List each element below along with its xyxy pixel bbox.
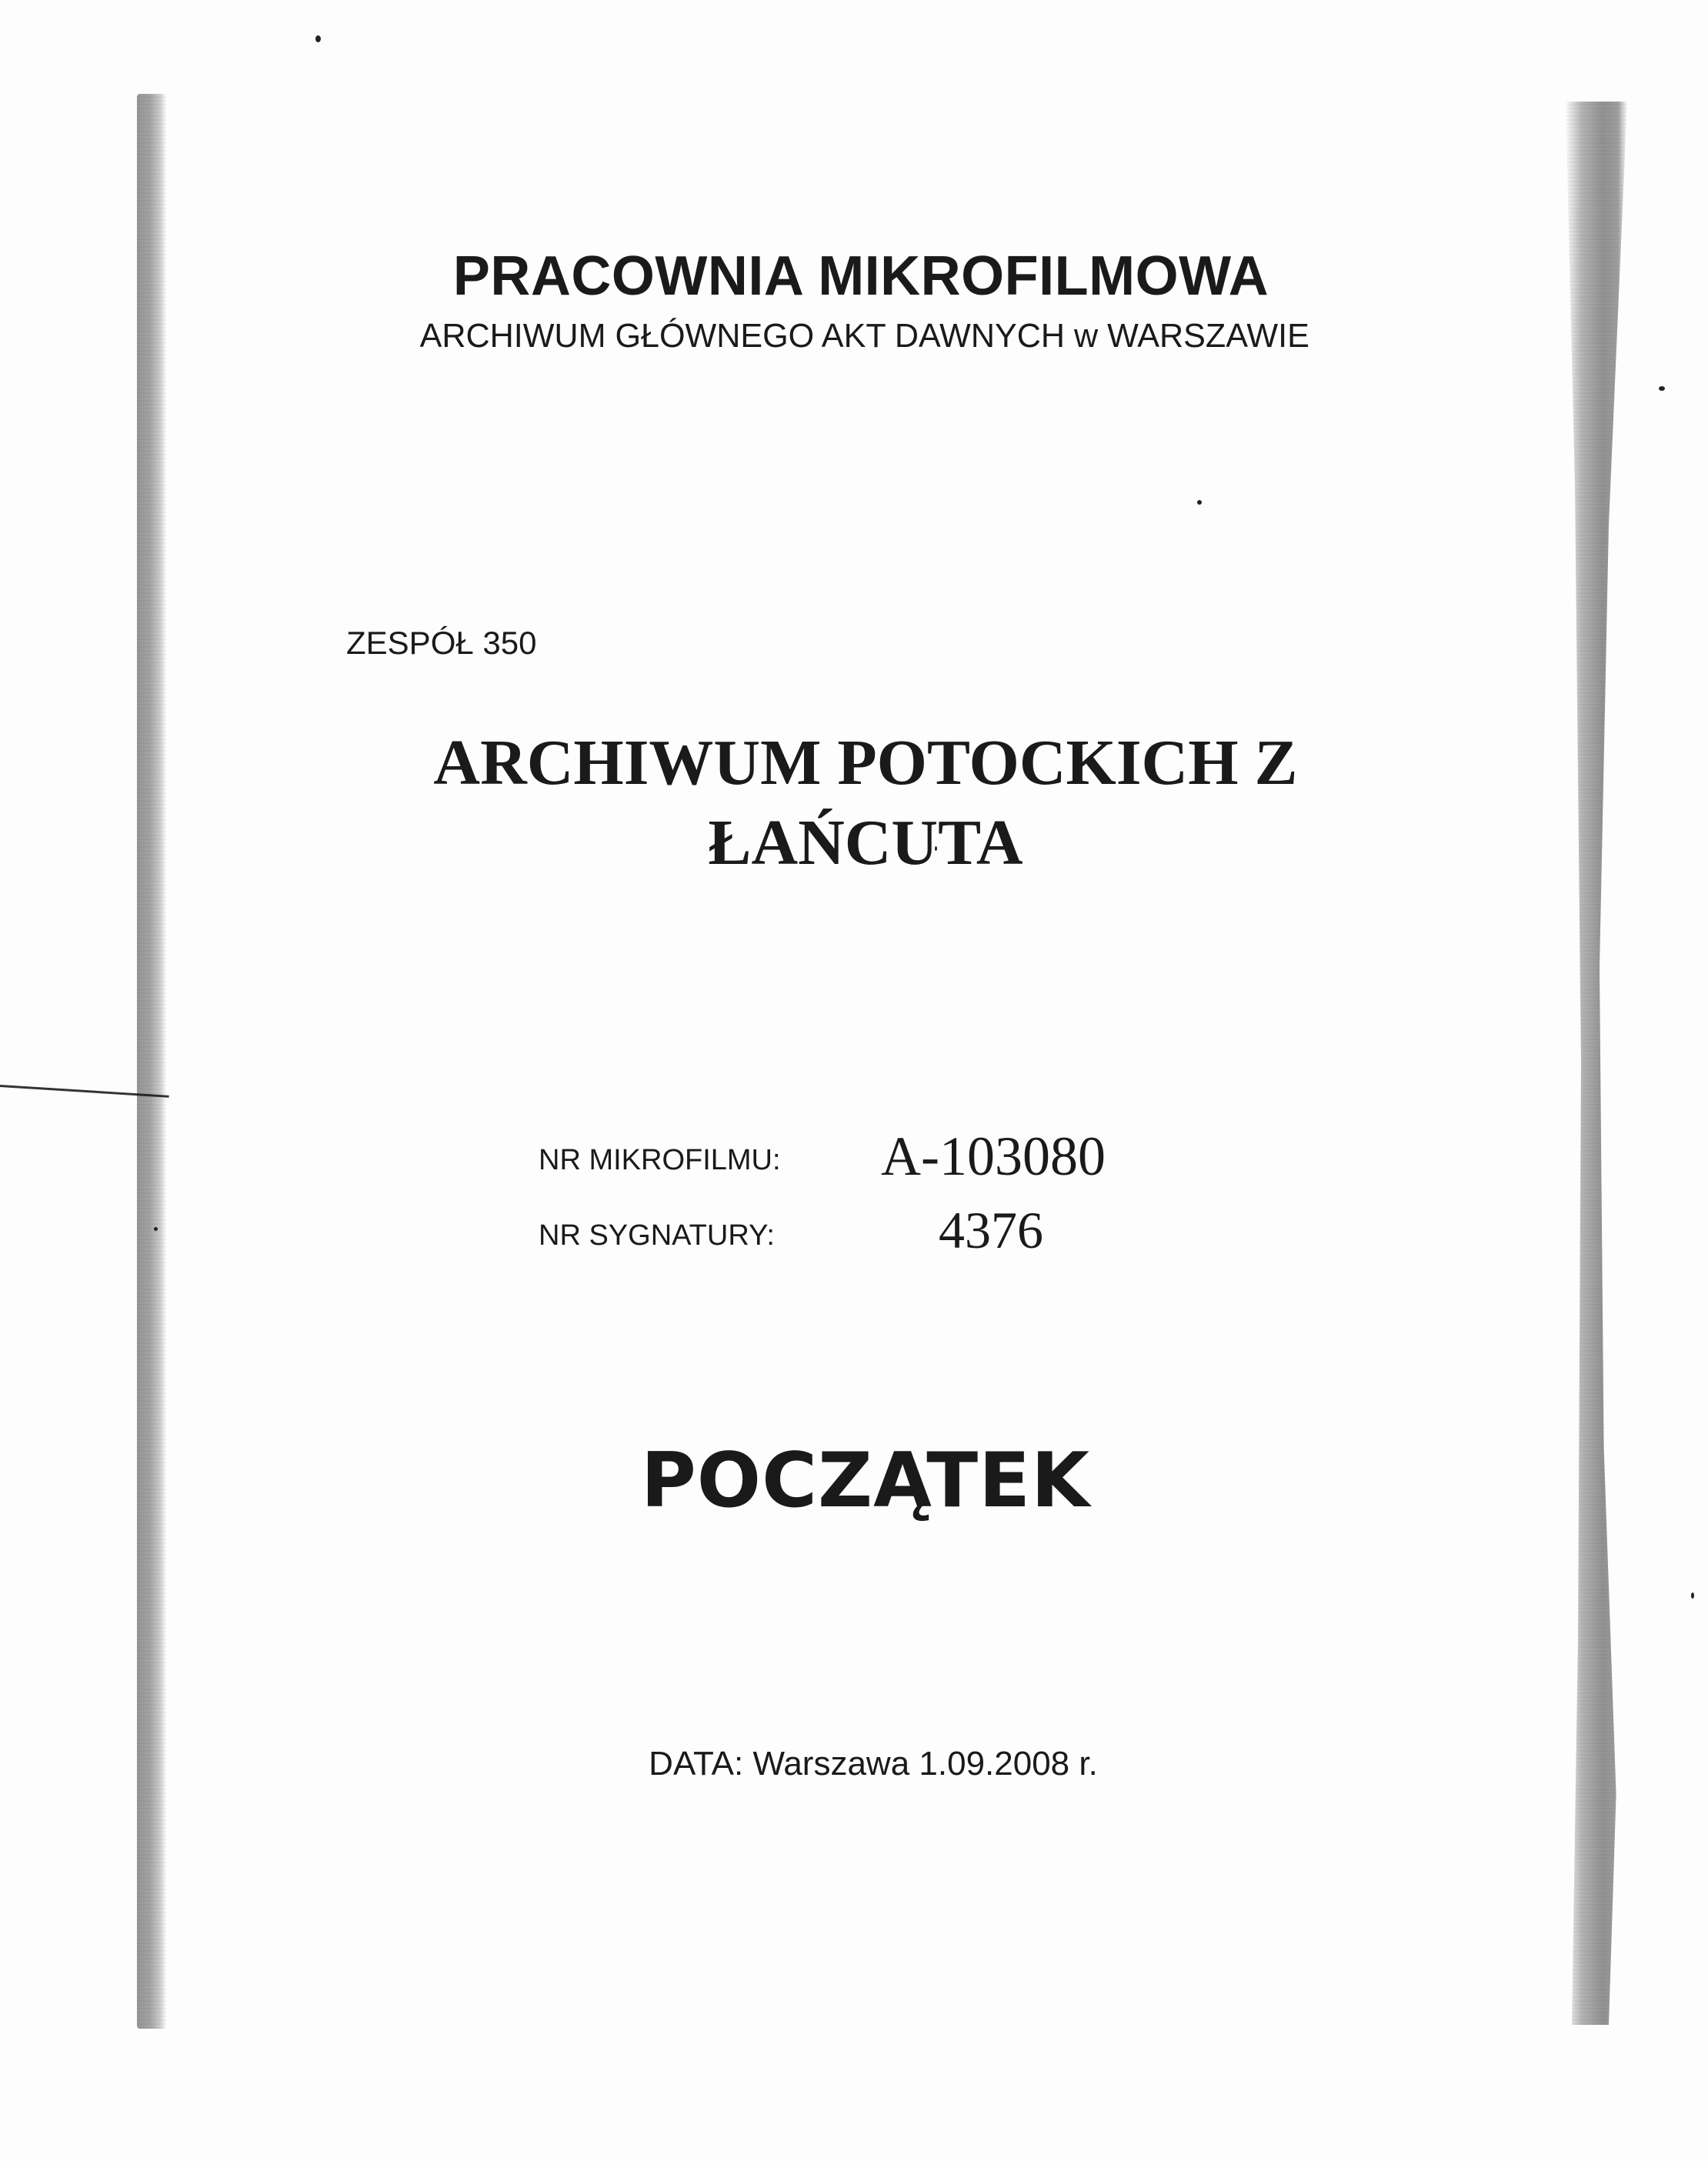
signature-number-value: 4376 [939, 1201, 1043, 1259]
microfilm-number-value: A-103080 [881, 1126, 1106, 1187]
signature-number-label: NR SYGNATURY: [539, 1219, 775, 1252]
collection-title-line1: ARCHIWUM POTOCKICH Z [433, 727, 1298, 799]
collection-title [0, 723, 1708, 883]
microfilm-number-label: NR MIKROFILMU: [539, 1144, 781, 1176]
scan-edge-right [1566, 102, 1627, 2025]
scan-edge-left [137, 94, 166, 2029]
collection-title-line2: ŁAŃCUTA [708, 807, 1023, 879]
scan-speck [154, 1227, 158, 1231]
header-subtitle: ARCHIWUM GŁÓWNEGO AKT DAWNYCH w WARSZAWIE [419, 317, 1309, 355]
header-title: PRACOWNIA MIKROFILMOWA [452, 245, 1269, 307]
scan-speck [1197, 500, 1202, 505]
fonds-label: ZESPÓŁ 350 [346, 625, 537, 661]
scan-speck [1659, 386, 1665, 391]
scan-speck [315, 35, 321, 42]
scan-speck [1691, 1592, 1694, 1599]
start-marker: POCZĄTEK [640, 1437, 1091, 1525]
date-line: DATA: Warszawa 1.09.2008 r. [649, 1745, 1098, 1782]
